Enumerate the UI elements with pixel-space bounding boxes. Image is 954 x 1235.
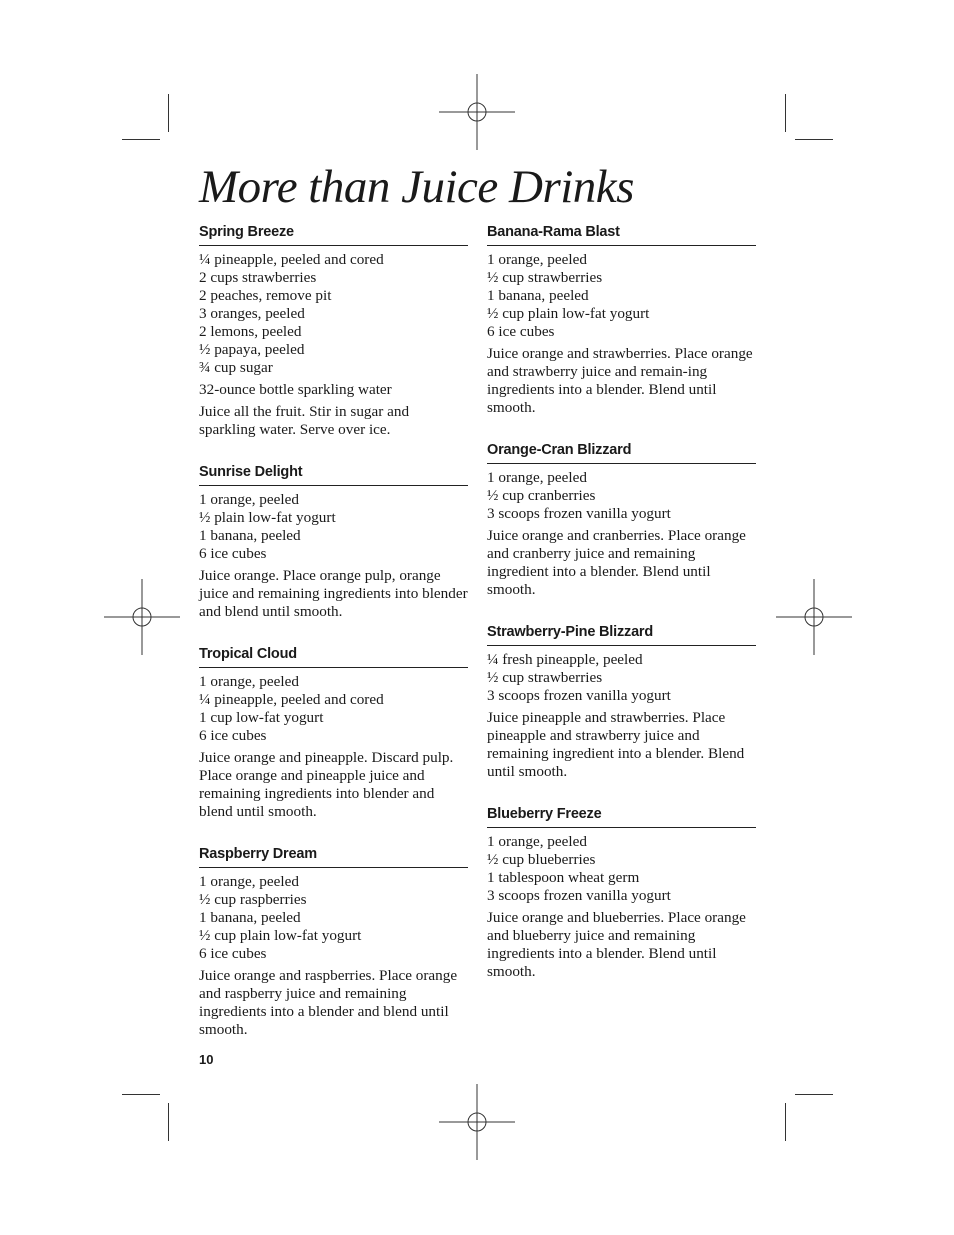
ingredient: ¾ cup sugar bbox=[199, 359, 273, 376]
ingredient: 1 orange, peeled bbox=[487, 251, 587, 268]
crop-mark bbox=[785, 1103, 786, 1141]
recipe-instructions: Juice orange and pineapple. Discard pulp. Place orange and pineapple juice and remaining ingredients into blender and blend until smooth. bbox=[199, 749, 454, 820]
ingredient: 1 banana, peeled bbox=[199, 909, 301, 926]
ingredient: ½ papaya, peeled bbox=[199, 341, 305, 358]
recipe-title: Strawberry-Pine Blizzard bbox=[487, 623, 756, 646]
ingredient: 32-ounce bottle sparkling water bbox=[199, 381, 392, 398]
crop-mark bbox=[795, 139, 833, 140]
ingredient: ½ cup plain low-fat yogurt bbox=[199, 927, 362, 944]
ingredient: 6 ice cubes bbox=[199, 945, 267, 962]
ingredient: 2 peaches, remove pit bbox=[199, 287, 332, 304]
recipe-instructions: Juice all the fruit. Stir in sugar and sparkling water. Serve over ice. bbox=[199, 403, 410, 438]
registration-mark-icon bbox=[439, 1084, 515, 1160]
ingredient: ½ cup cranberries bbox=[487, 487, 596, 504]
ingredient-list bbox=[199, 873, 468, 963]
ingredient: 3 scoops frozen vanilla yogurt bbox=[487, 887, 671, 904]
recipe-title: Blueberry Freeze bbox=[487, 805, 756, 828]
ingredient: ½ cup strawberries bbox=[487, 269, 603, 286]
recipe-instructions: Juice pineapple and strawberries. Place pineapple and strawberry juice and remaining ingredient into a blender. Blend until smooth. bbox=[487, 709, 745, 780]
ingredient: ¼ pineapple, peeled and cored bbox=[199, 691, 384, 708]
ingredient-list bbox=[487, 833, 756, 905]
crop-mark bbox=[168, 94, 169, 132]
ingredient: ½ cup raspberries bbox=[199, 891, 307, 908]
recipe-tropical-cloud bbox=[199, 645, 468, 821]
recipe-instructions: Juice orange. Place orange pulp, orange juice and remaining ingredients into blender and blend until smooth. bbox=[199, 567, 468, 620]
ingredient: 3 oranges, peeled bbox=[199, 305, 305, 322]
ingredient: 2 lemons, peeled bbox=[199, 323, 302, 340]
ingredient: 1 orange, peeled bbox=[199, 491, 299, 508]
ingredient-list bbox=[199, 251, 468, 399]
crop-mark bbox=[785, 94, 786, 132]
registration-mark-icon bbox=[776, 579, 852, 655]
ingredient-list bbox=[487, 251, 756, 341]
ingredient: 1 orange, peeled bbox=[487, 469, 587, 486]
page-number: 10 bbox=[199, 1052, 214, 1067]
ingredient: ½ plain low-fat yogurt bbox=[199, 509, 336, 526]
recipe-title: Banana-Rama Blast bbox=[487, 223, 756, 246]
ingredient-list bbox=[487, 651, 756, 705]
recipe-column-right bbox=[487, 223, 756, 1005]
ingredient: ½ cup blueberries bbox=[487, 851, 596, 868]
ingredient: ½ cup plain low-fat yogurt bbox=[487, 305, 650, 322]
recipe-spring-breeze bbox=[199, 223, 468, 439]
crop-mark bbox=[122, 1094, 160, 1095]
recipe-title: Tropical Cloud bbox=[199, 645, 468, 668]
recipe-banana-rama-blast bbox=[487, 223, 756, 417]
registration-mark-icon bbox=[439, 74, 515, 150]
ingredient: 3 scoops frozen vanilla yogurt bbox=[487, 687, 671, 704]
recipe-sunrise-delight bbox=[199, 463, 468, 621]
ingredient: ¼ fresh pineapple, peeled bbox=[487, 651, 643, 668]
ingredient-list bbox=[487, 469, 756, 523]
ingredient-list bbox=[199, 673, 468, 745]
ingredient: 6 ice cubes bbox=[487, 323, 555, 340]
recipe-title: Orange-Cran Blizzard bbox=[487, 441, 756, 464]
ingredient: 3 scoops frozen vanilla yogurt bbox=[487, 505, 671, 522]
recipe-title: Raspberry Dream bbox=[199, 845, 468, 868]
recipe-instructions: Juice orange and cranberries. Place orange and cranberry juice and remaining ingredient into a blender. Blend until smooth. bbox=[487, 527, 746, 598]
ingredient: 2 cups strawberries bbox=[199, 269, 317, 286]
recipe-instructions: Juice orange and raspberries. Place orange and raspberry juice and remaining ingredients into a blender and blend until smooth. bbox=[199, 967, 458, 1038]
recipe-instructions: Juice orange and strawberries. Place orange and strawberry juice and remain-ing ingredients into a blender. Blend until smooth. bbox=[487, 345, 753, 416]
ingredient: 1 orange, peeled bbox=[487, 833, 587, 850]
ingredient: 1 cup low-fat yogurt bbox=[199, 709, 324, 726]
recipe-title: Sunrise Delight bbox=[199, 463, 468, 486]
ingredient: 1 orange, peeled bbox=[199, 673, 299, 690]
page-title: More than Juice Drinks bbox=[199, 161, 634, 213]
ingredient: 1 tablespoon wheat germ bbox=[487, 869, 640, 886]
recipe-strawberry-pine-blizzard bbox=[487, 623, 756, 781]
crop-mark bbox=[795, 1094, 833, 1095]
ingredient: 1 orange, peeled bbox=[199, 873, 299, 890]
ingredient: 6 ice cubes bbox=[199, 545, 267, 562]
ingredient: 1 banana, peeled bbox=[199, 527, 301, 544]
ingredient: ½ cup strawberries bbox=[487, 669, 603, 686]
registration-mark-icon bbox=[104, 579, 180, 655]
ingredient: 6 ice cubes bbox=[199, 727, 267, 744]
recipe-orange-cran-blizzard bbox=[487, 441, 756, 599]
recipe-blueberry-freeze bbox=[487, 805, 756, 981]
crop-mark bbox=[122, 139, 160, 140]
recipe-instructions: Juice orange and blueberries. Place orange and blueberry juice and remaining ingredients into a blender. Blend until smooth. bbox=[487, 909, 746, 980]
ingredient: ¼ pineapple, peeled and cored bbox=[199, 251, 384, 268]
crop-mark bbox=[168, 1103, 169, 1141]
recipe-title: Spring Breeze bbox=[199, 223, 468, 246]
recipe-column-left bbox=[199, 223, 468, 1063]
recipe-raspberry-dream bbox=[199, 845, 468, 1039]
ingredient: 1 banana, peeled bbox=[487, 287, 589, 304]
ingredient-list bbox=[199, 491, 468, 563]
